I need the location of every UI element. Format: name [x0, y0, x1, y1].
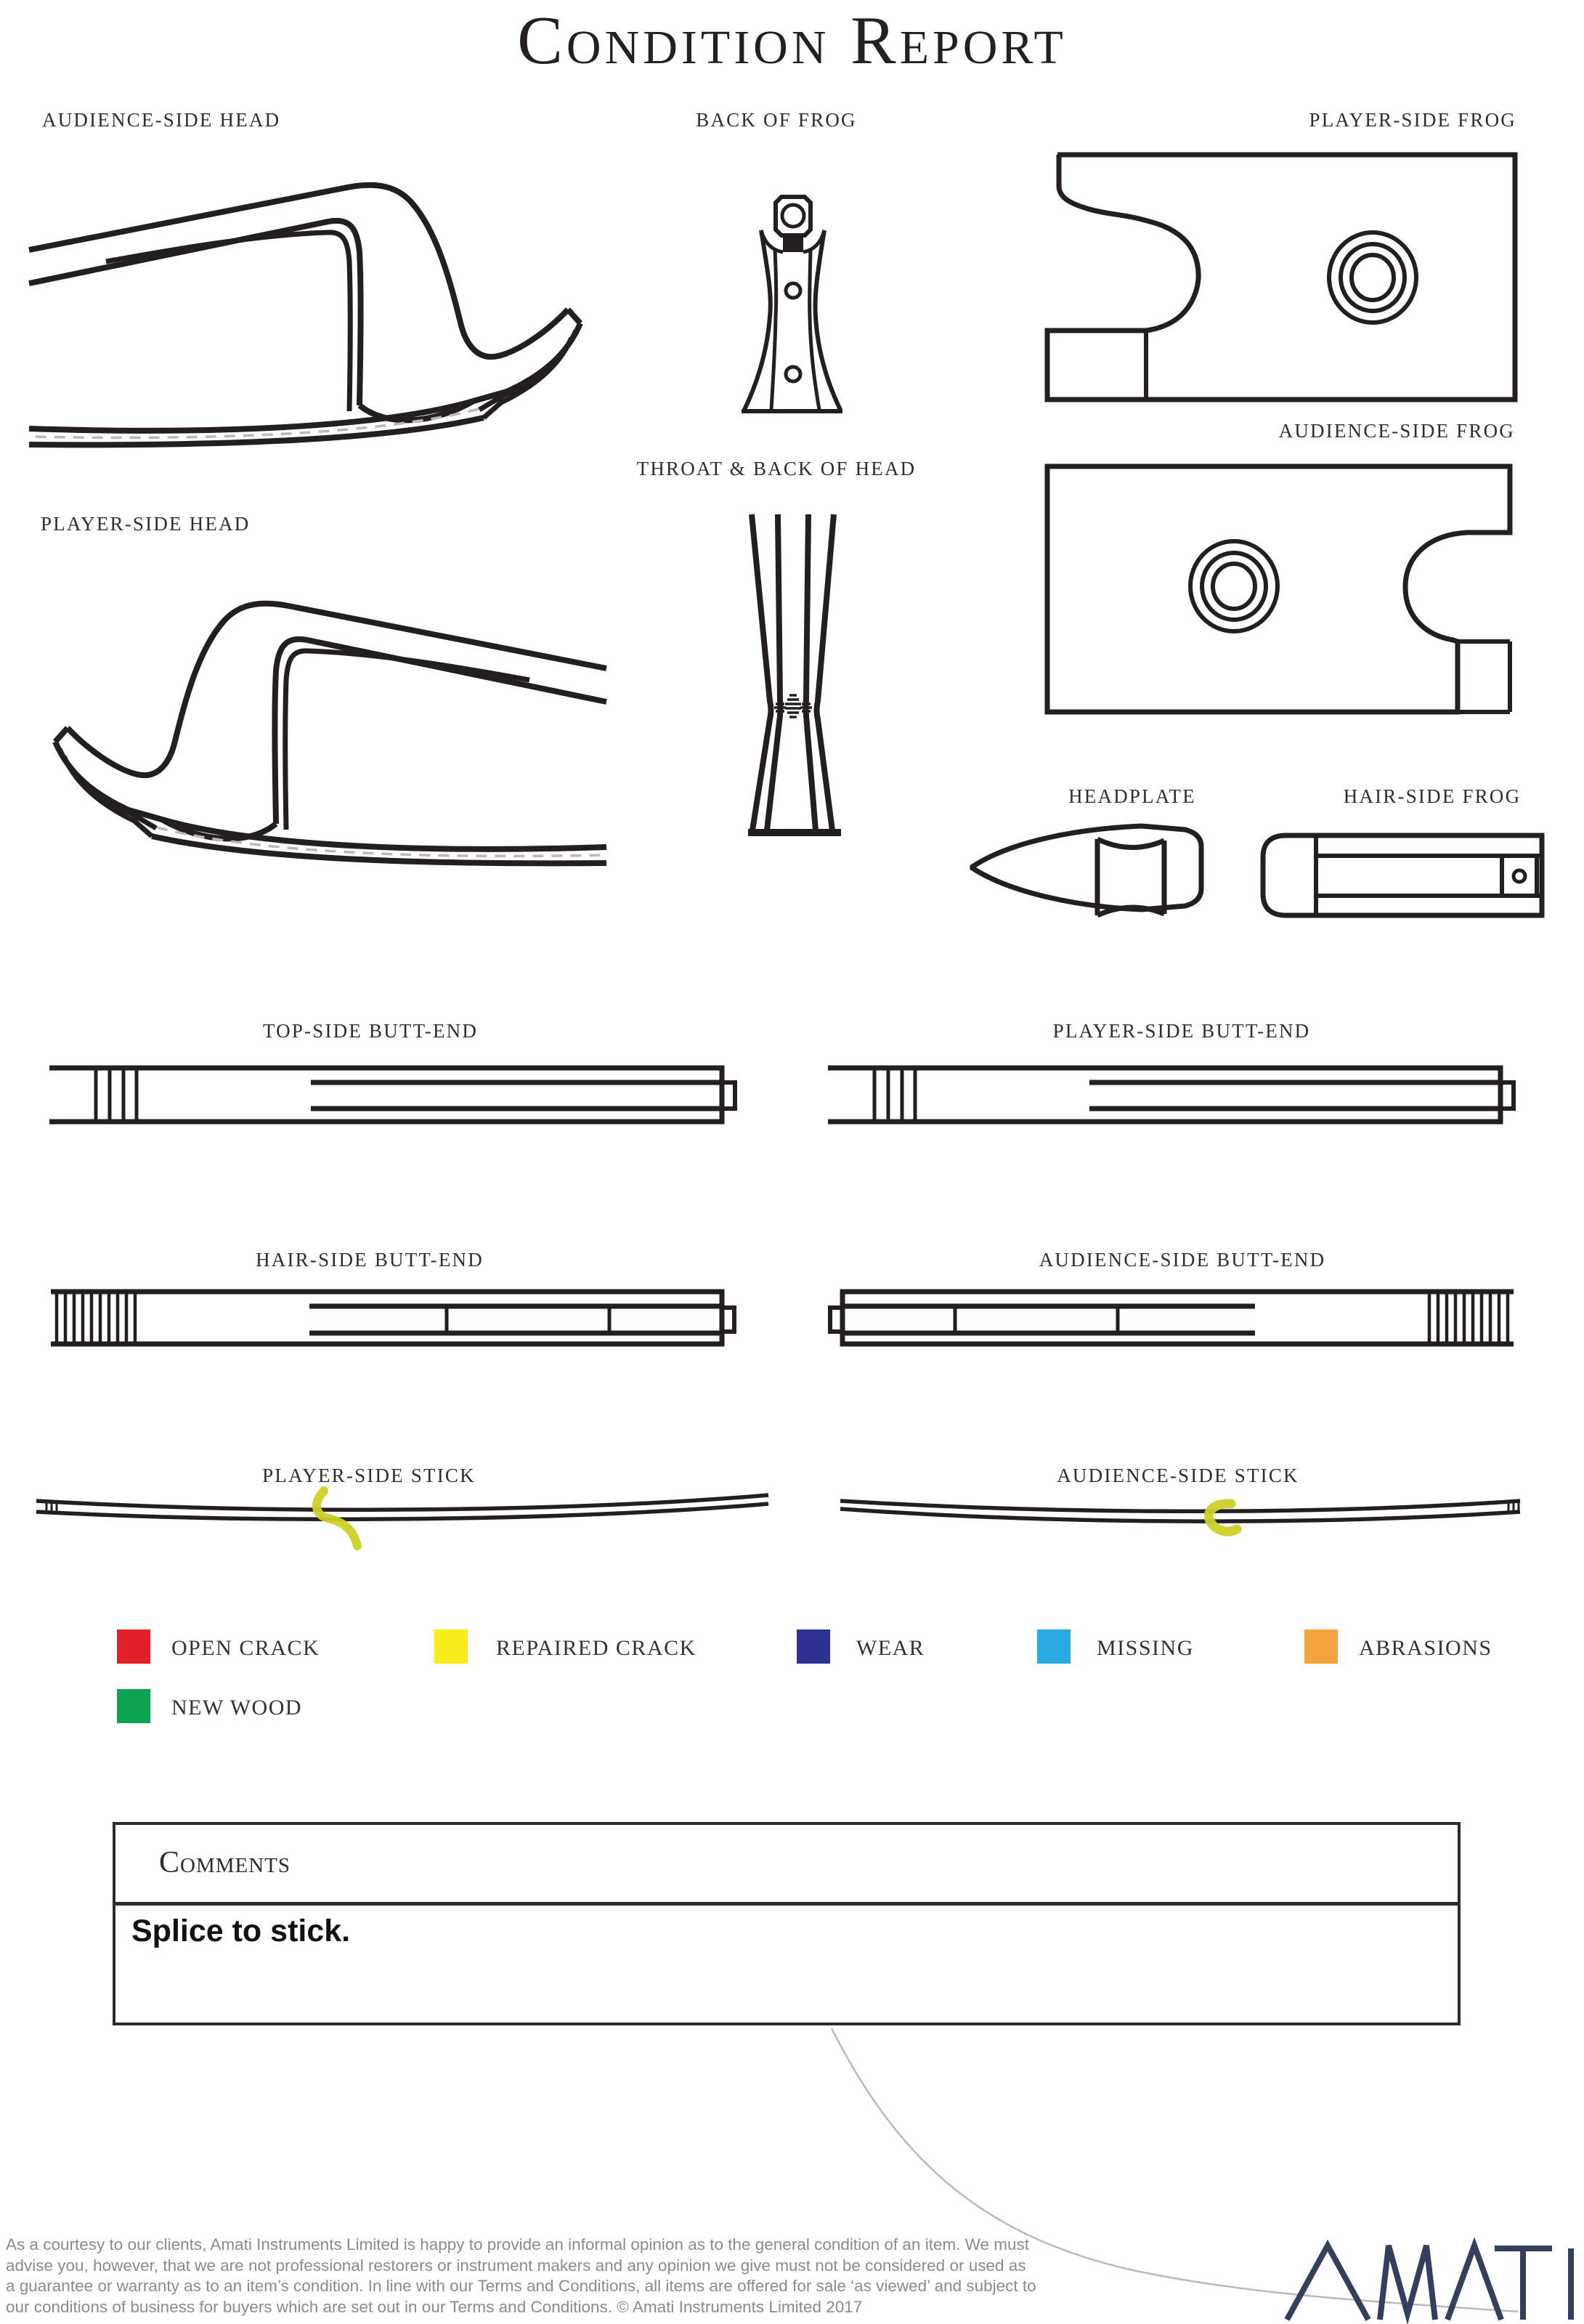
- hair-side-frog-drawing: [1260, 821, 1543, 923]
- label-headplate: HEADPLATE: [1068, 785, 1196, 807]
- page-title: Condition Report: [517, 3, 1067, 78]
- label-back-of-frog: BACK OF FROG: [696, 109, 857, 131]
- amati-logo: [1282, 2241, 1583, 2324]
- footer-line: a guarantee or warranty as to an item’s condition. In line with our Terms and Conditions, all items are offered for sale ‘as viewed’ and subject to: [6, 2277, 1036, 2295]
- hair-side-butt-end-drawing: [48, 1275, 738, 1351]
- label-hair-side-frog: HAIR-SIDE FROG: [1343, 785, 1522, 807]
- comments-divider: [115, 1902, 1458, 1906]
- throat-back-of-head-drawing: [719, 509, 879, 846]
- legend-swatch-new-wood: [117, 1689, 150, 1723]
- legend-swatch-abrasions: [1304, 1629, 1338, 1664]
- legend-swatch-repaired-crack: [434, 1629, 468, 1664]
- footer-line: advise you, however, that we are not professional restorers or instrument makers and any opinion we give must not be considered or used as: [6, 2256, 1026, 2275]
- legend-label-abrasions: ABRASIONS: [1359, 1636, 1492, 1660]
- footer-line: our conditions of business for buyers which are set out in our Terms and Conditions. © Amati Instruments Limited 2017: [6, 2297, 863, 2316]
- comments-text: Splice to stick.: [131, 1914, 351, 1948]
- comments-box: [113, 1822, 1461, 2025]
- legend-label-missing: MISSING: [1097, 1636, 1194, 1660]
- label-audience-side-head: AUDIENCE-SIDE HEAD: [42, 109, 281, 131]
- label-audience-side-frog: AUDIENCE-SIDE FROG: [1278, 420, 1515, 442]
- footer-line: As a courtesy to our clients, Amati Instruments Limited is happy to provide an informal opinion as to the general condition of an item. We must: [6, 2235, 1030, 2254]
- footer-disclaimer: [6, 2235, 1036, 2317]
- audience-side-head-drawing: [29, 139, 603, 452]
- player-side-stick-drawing: [35, 1482, 770, 1551]
- headplate-drawing: [951, 810, 1206, 930]
- label-player-side-frog: PLAYER-SIDE FROG: [1309, 109, 1516, 131]
- legend-swatch-missing: [1037, 1629, 1071, 1664]
- comments-header: Comments: [159, 1846, 291, 1879]
- legend-label-repaired-crack: REPAIRED CRACK: [496, 1636, 696, 1660]
- player-side-head-drawing: [29, 552, 617, 872]
- label-audience-side-butt-end: AUDIENCE-SIDE BUTT-END: [1039, 1249, 1326, 1271]
- audience-side-frog-drawing: [1028, 454, 1516, 716]
- label-audience-side-stick: AUDIENCE-SIDE STICK: [1057, 1465, 1299, 1486]
- player-side-frog-drawing: [1023, 145, 1520, 401]
- top-side-butt-end-drawing: [48, 1062, 738, 1129]
- audience-side-stick-drawing: [839, 1482, 1522, 1551]
- label-hair-side-butt-end: HAIR-SIDE BUTT-END: [256, 1249, 484, 1271]
- label-top-side-butt-end: TOP-SIDE BUTT-END: [262, 1020, 479, 1042]
- repaired-crack-mark: [1209, 1504, 1237, 1531]
- audience-side-butt-end-drawing: [826, 1275, 1516, 1351]
- back-of-frog-drawing: [715, 187, 846, 418]
- label-player-side-butt-end: PLAYER-SIDE BUTT-END: [1052, 1020, 1311, 1042]
- label-player-side-head: PLAYER-SIDE HEAD: [41, 513, 251, 535]
- legend-label-new-wood: NEW WOOD: [171, 1696, 303, 1720]
- legend-swatch-open-crack: [117, 1629, 150, 1664]
- label-player-side-stick: PLAYER-SIDE STICK: [262, 1465, 476, 1486]
- legend-label-wear: WEAR: [856, 1636, 925, 1660]
- legend-label-open-crack: OPEN CRACK: [171, 1636, 320, 1660]
- amati-logo-text: [0, 0, 1, 1]
- label-throat-back-of-head: THROAT & BACK OF HEAD: [636, 458, 917, 479]
- legend-swatch-wear: [797, 1629, 830, 1664]
- player-side-butt-end-drawing: [826, 1062, 1516, 1129]
